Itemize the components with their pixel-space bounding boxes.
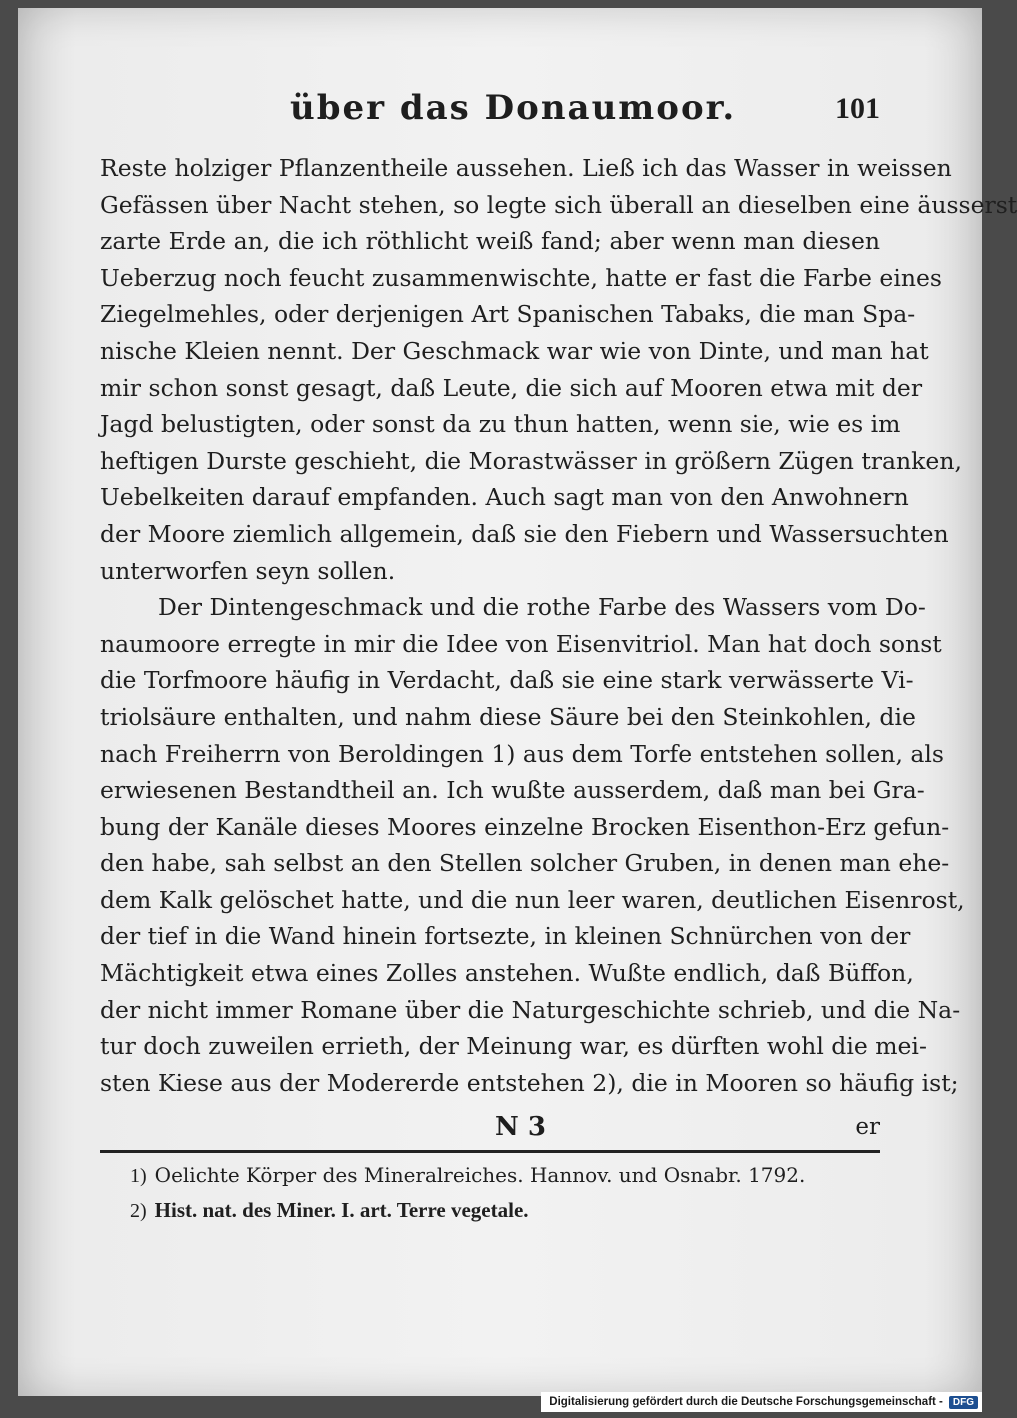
footnote-2 (130, 1193, 880, 1228)
text-line: erwiesenen Bestandtheil an. Ich wußte ausserdem, daß man bei Gra- (100, 776, 925, 805)
text-line: nach Freiherrn von Beroldingen 1) aus dem Torfe entstehen sollen, als (100, 739, 944, 768)
text-line: tur doch zuweilen errieth, der Meinung war, es dürften wohl die mei- (100, 1032, 927, 1061)
text-line: Jagd belustigten, oder sonst da zu thun hatten, wenn sie, wie es im (100, 410, 901, 439)
text-line: bung der Kanäle dieses Moores einzelne Brocken Eisenthon-Erz gefun- (100, 812, 950, 841)
text-line: mir schon sonst gesagt, daß Leute, die sich auf Mooren etwa mit der (100, 373, 923, 402)
text-line: Ziegelmehles, oder derjenigen Art Spanischen Tabaks, die man Spa- (100, 300, 916, 329)
text-line: naumoore erregte in mir die Idee von Eisenvitriol. Man hat doch sonst (100, 629, 942, 658)
footnotes (130, 1158, 880, 1228)
printer-signature: N 3 (495, 1112, 546, 1142)
text-line: der nicht immer Romane über die Naturgeschichte schrieb, und die Na- (100, 995, 961, 1024)
text-line: Reste holziger Pflanzentheile aussehen. Ließ ich das Wasser in weissen (100, 154, 952, 182)
dfg-logo-icon: DFG (949, 1396, 978, 1409)
body-text (100, 150, 1017, 1101)
text-line: den habe, sah selbst an den Stellen solcher Gruben, in denen man ehe- (100, 849, 950, 878)
text-line: nische Kleien nennt. Der Geschmack war wie von Dinte, und man hat (100, 336, 929, 365)
text-line: der tief in die Wand hinein fortsezte, in kleinen Schnürchen von der (100, 922, 911, 951)
footnote-1 (130, 1158, 880, 1193)
text-line: Uebelkeiten darauf empfanden. Auch sagt man von den Anwohnern (100, 483, 909, 512)
footnote-number: 1) (130, 1165, 147, 1187)
text-line: Ueberzug noch feucht zusammenwischte, hatte er fast die Farbe eines (100, 263, 942, 292)
text-line: die Torfmoore häufig in Verdacht, daß sie eine stark verwässerte Vi- (100, 666, 914, 695)
footnote-divider (100, 1150, 880, 1153)
text-line: Gefässen über Nacht stehen, so legte sich überall an dieselben eine äusserst (100, 190, 1017, 219)
text-line: heftigen Durste geschieht, die Morastwässer in größern Zügen tranken, (100, 446, 962, 475)
signature-row (100, 1112, 880, 1148)
catchword: er (855, 1114, 880, 1140)
footnote-number: 2) (130, 1200, 147, 1222)
text-line: zarte Erde an, die ich röthlicht weiß fand; aber wenn man diesen (100, 227, 880, 256)
footnote-text: Oelichte Körper des Mineralreiches. Hannov. und Osnabr. 1792. (154, 1163, 806, 1187)
digitization-credit (541, 1392, 982, 1412)
text-line: der Moore ziemlich allgemein, daß sie den Fiebern und Wassersuchten (100, 519, 949, 548)
credit-text: Digitalisierung gefördert durch die Deutsche Forschungsgemeinschaft - (549, 1396, 943, 1408)
running-head (100, 88, 880, 132)
text-line: Mächtigkeit etwa eines Zolles anstehen. Wußte endlich, daß Büffon, (100, 959, 914, 988)
page-header-title: über das Donaumoor. (290, 88, 737, 128)
text-line: sten Kiese aus der Modererde entstehen 2), die in Mooren so häufig ist; (100, 1068, 959, 1097)
text-line: dem Kalk gelöschet hatte, und die nun leer waren, deutlichen Eisenrost, (100, 885, 965, 914)
text-line: Der Dintengeschmack und die rothe Farbe des Wassers vom Do- (158, 593, 926, 622)
text-line: unterworfen seyn sollen. (100, 556, 396, 585)
footnote-text: Hist. nat. des Miner. I. art. Terre vegetale. (154, 1198, 529, 1222)
page-number: 101 (835, 92, 880, 125)
text-line: triolsäure enthalten, und nahm diese Säure bei den Steinkohlen, die (100, 702, 916, 731)
